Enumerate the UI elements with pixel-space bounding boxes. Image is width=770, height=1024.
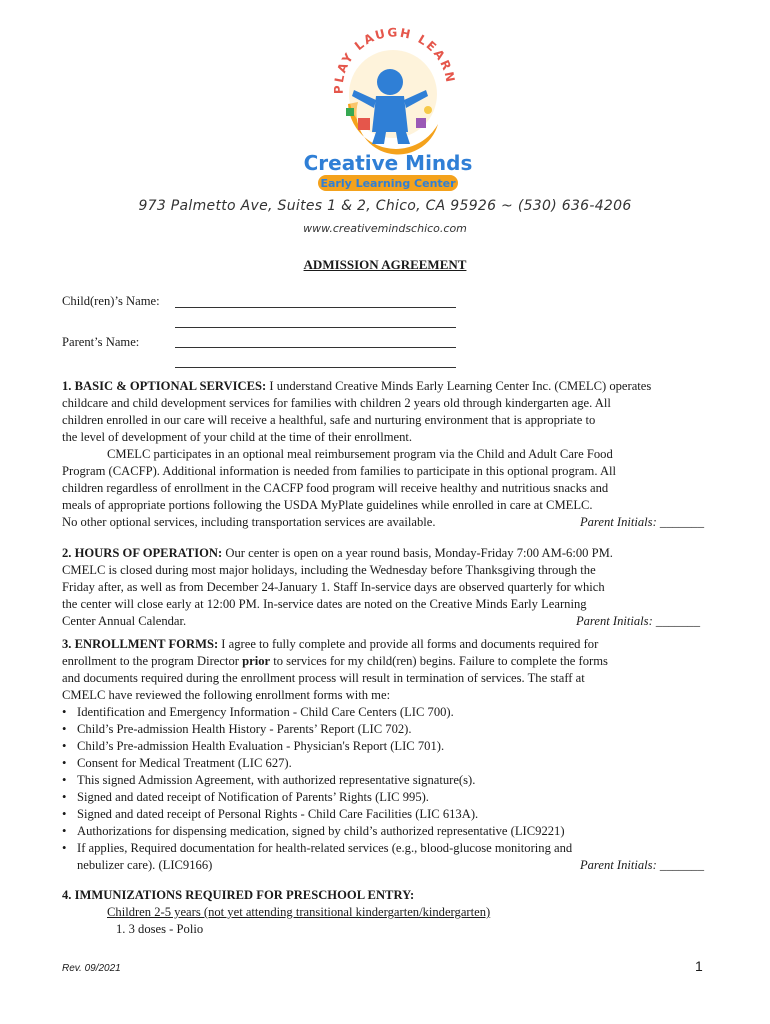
section-1-heading: 1. BASIC & OPTIONAL SERVICES:	[62, 379, 267, 393]
parent-initials-3[interactable]: Parent Initials: _______	[579, 858, 704, 872]
page-number: 1	[695, 958, 703, 974]
section-4-subheading: Children 2-5 years (not yet attending transitional kindergarten/kindergarten)	[107, 905, 491, 919]
enrollment-forms-list	[62, 704, 704, 857]
center-website: www.creativemindschico.com	[303, 222, 467, 235]
document-title: ADMISSION AGREEMENT	[303, 257, 467, 272]
parent-initials-1[interactable]: Parent Initials: _______	[579, 515, 704, 529]
center-logo	[288, 14, 488, 194]
list-item: • Child’s Pre-admission Health History - Parents’ Report (LIC 702).	[62, 721, 704, 738]
list-item: 1. 3 doses - Polio	[116, 922, 204, 936]
logo-name: Creative Minds	[303, 151, 473, 175]
child-name-field-1[interactable]	[175, 307, 456, 308]
section-hours-of-operation: 2. HOURS OF OPERATION: Our center is open on a year round basis, Monday-Friday 7:00 AM-6:00 PM. CMELC is closed during most major holidays, including the Wednesday before Thanksgiving through the Friday after, as well as from December 24-January 1. Staff In-service days are observed quarterly for which the center will close early at 12:00 PM. In-service dates are noted on the Creative Minds Early Learning Center Annual Calendar. Parent Initials: _______	[62, 546, 700, 628]
logo-arc-text: PLAY LAUGH LEARN	[331, 25, 458, 95]
parent-name-field-2[interactable]	[175, 367, 456, 368]
section-3-heading: 3. ENROLLMENT FORMS:	[62, 637, 219, 651]
center-address: 973 Palmetto Ave, Suites 1 & 2, Chico, CA 95926 ~ (530) 636-4206	[138, 198, 632, 214]
list-item: • Child’s Pre-admission Health Evaluation - Physician's Report (LIC 701).	[62, 738, 704, 755]
section-immunizations	[62, 887, 704, 938]
list-item: • This signed Admission Agreement, with authorized representative signature(s).	[62, 772, 704, 789]
list-item: • Identification and Emergency Information - Child Care Centers (LIC 700).	[62, 704, 704, 721]
parent-initials-2[interactable]: Parent Initials: _______	[575, 614, 700, 628]
list-item: • Signed and dated receipt of Personal Rights - Child Care Facilities (LIC 613A).	[62, 806, 704, 823]
section-enrollment-forms: 3. ENROLLMENT FORMS: I agree to fully complete and provide all forms and documents required for enrollment to the program Director prior to services for my child(ren) begins. Failure to complete the forms and documents required during the enrollment process will result in termination of services. The staff at CMELC have reviewed the following enrollment forms with me: • Identification and Emergency Information - Child Care Centers (LIC 700). • Child’s Pre-admission Health History - Parents’ Report (LIC 702). • Child’s Pre-admission Health Evaluation - Physician's Report (LIC 701). • Consent for Medical Treatment (LIC 627). • This signed Admission Agreement, with authorized representative signature(s). • Signed and dated receipt of Notification of Parents’ Rights (LIC 995). • Signed and dated receipt of Personal Rights - Child Care Facilities (LIC 613A). • Authorizations for dispensing medication, signed by child’s authorized representative (LIC9221) • If applies, Required documentation for health-related services (e.g., blood-glucose monitoring and nebulizer care). (LIC9166) Parent Initials: _______	[62, 636, 704, 874]
list-item: • Consent for Medical Treatment (LIC 627).	[62, 755, 704, 772]
section-4-heading: 4. IMMUNIZATIONS REQUIRED FOR PRESCHOOL ENTRY:	[62, 888, 415, 902]
list-item: • Signed and dated receipt of Notification of Parents’ Rights (LIC 995).	[62, 789, 704, 806]
revision-date: Rev. 09/2021	[62, 963, 121, 974]
list-item: • If applies, Required documentation for health-related services (e.g., blood-glucose monitoring and	[62, 840, 704, 857]
parent-name-label: Parent’s Name:	[62, 335, 140, 349]
logo-tagline: Early Learning Center	[320, 177, 456, 190]
list-item: • Authorizations for dispensing medication, signed by child’s authorized representative (LIC9221)	[62, 823, 704, 840]
child-name-field-2[interactable]	[175, 327, 456, 328]
child-name-label: Child(ren)’s Name:	[62, 294, 160, 308]
parent-name-field-1[interactable]	[175, 347, 456, 348]
section-2-heading: 2. HOURS OF OPERATION:	[62, 546, 223, 560]
section-basic-services: 1. BASIC & OPTIONAL SERVICES: I understand Creative Minds Early Learning Center Inc. (CMELC) operates childcare and child development services for families with children 2 years old through kindergarten age. All children enrolled in our care will receive a healthful, safe and nurturing environment that is appropriate to the level of development of your child at the time of their enrollment. CMELC participates in an optional meal reimbursement program via the Child and Adult Care Food Program (CACFP). Additional information is needed from families to participate in this optional program. All children regardless of enrollment in the CACFP food program will receive healthy and nutritious snacks and meals of appropriate portions following the USDA MyPlate guidelines while enrolled in care at CMELC. No other optional services, including transportation services are available. Parent Initials: _______	[62, 379, 704, 529]
